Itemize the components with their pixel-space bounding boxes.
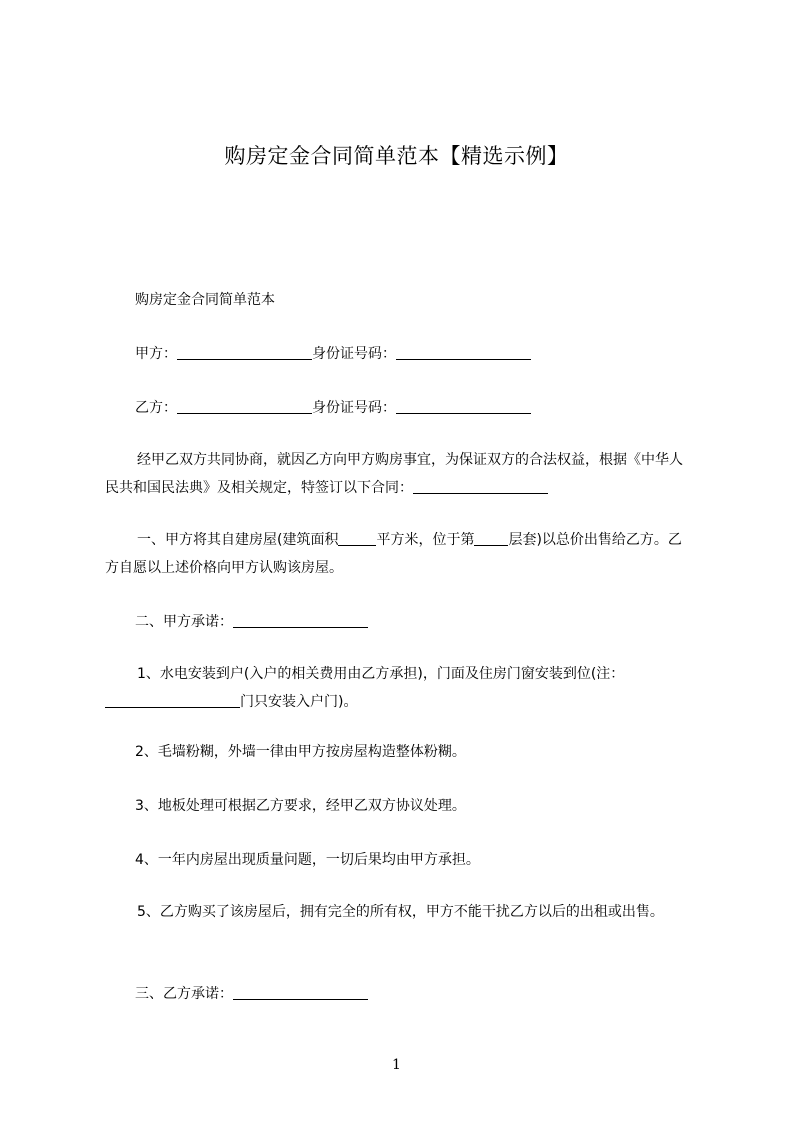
clause-2-item-3: 3、地板处理可根据乙方要求，经甲乙双方协议处理。 [135,798,466,814]
item-1-text-b: 门只安装入户门)。 [240,694,358,710]
item-1-blank [105,693,240,708]
clause-2-heading-line [135,613,368,631]
clause-2-heading: 二、甲方承诺： [135,614,233,630]
party-b-name-blank [177,399,312,414]
party-b-label: 乙方： [135,400,177,416]
intro-blank [413,479,548,494]
floor-blank [474,531,508,546]
party-b-id-label: 身份证号码： [312,400,396,416]
intro-text: 经甲乙双方共同协商，就因乙方向甲方购房事宜，为保证双方的合法权益，根据《中华人民共和国民法典》及相关规定，特签订以下合同： [105,452,683,496]
clause-1-text-c: 层套)以总价出售给乙方。乙方自愿以上述价格向甲方认购该房屋。 [105,532,682,576]
party-b-id-blank [396,399,531,414]
clause-1-text-a: 一、甲方将其自建房屋(建筑面积 [137,532,339,548]
clause-3-heading-line [135,985,368,1003]
clause-2-item-4: 4、一年内房屋出现质量问题，一切后果均由甲方承担。 [135,852,480,868]
document-title: 购房定金合同简单范本【精选示例】 [224,144,569,168]
clause-2-item-5: 5、乙方购买了该房屋后，拥有完全的所有权，甲方不能干扰乙方以后的出租或出售。 [137,904,664,920]
party-b-line [135,399,531,417]
clause-2-item-1 [105,660,690,716]
clause-1-text-b: 平方米，位于第 [376,532,475,548]
clause-2-item-2: 2、毛墙粉糊，外墙一律由甲方按房屋构造整体粉糊。 [135,744,466,760]
clause-1-paragraph [105,526,690,582]
document-subtitle: 购房定金合同简单范本 [135,292,275,308]
party-a-line [135,345,531,363]
item-1-text-a: 1、水电安装到户(入户的相关费用由乙方承担)，门面及住房门窗安装到位(注： [137,666,625,682]
party-a-id-label: 身份证号码： [312,346,396,362]
party-a-name-blank [177,345,312,360]
clause-3-blank [233,985,368,1000]
party-a-id-blank [396,345,531,360]
party-a-label: 甲方： [135,346,177,362]
area-blank [338,531,376,546]
clause-3-heading: 三、乙方承诺： [135,986,233,1002]
clause-2-blank [233,613,368,628]
intro-paragraph [105,446,690,502]
page-number: 1 [392,1057,401,1073]
